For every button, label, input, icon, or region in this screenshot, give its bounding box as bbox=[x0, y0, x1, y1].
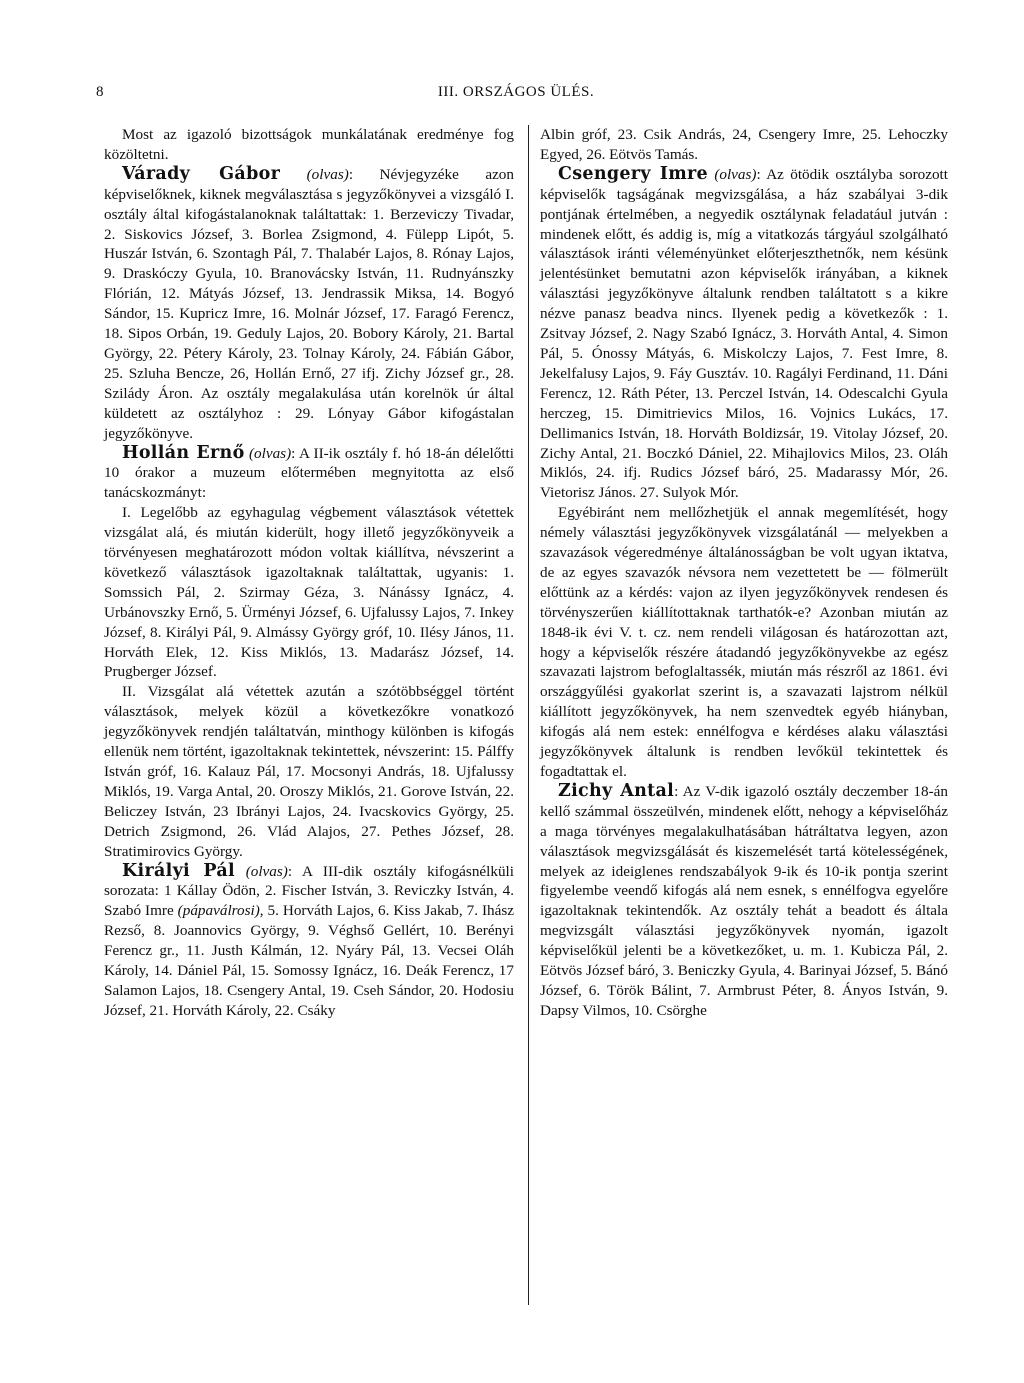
paragraph: Hollán Ernő (olvas): A II-ik osztály f. hó 18-án délelőtti 10 órakor a muzeum előtermében megnyitotta az első tanácskozmányt: bbox=[104, 442, 515, 502]
stage-direction: (olvas) bbox=[306, 165, 349, 183]
left-column bbox=[104, 125, 514, 1021]
stage-direction: (pápaválrosi) bbox=[177, 902, 260, 920]
paragraph: Zichy Antal: Az V-dik igazoló osztály deczember 18-án kellő számmal összeülvén, mindenek előtt, nehogy a képviselőház a maga törvényes megalakulhatásában hátráltatva legyen, azon választások megvizsgálását és kiszemelését tartá kötelességének, melyek az ideiglenes rendszabályok 9-ik és 10-ik pontja szerint figyelembe veendő kifogás alá nem esnek, s ennélfogva egyelőre igazoltaknak tekintendők. Az osztály tehát a beadott és általa megvizsgált választási jegyzőkönyvek nyomán, igazolt képviselőkül jelenti be a következőket, u. m. 1. Kubicza Pál, 2. Eötvös József báró, 3. Beniczky Gyula, 4. Barinyai József, 5. Bánó József, 6. Török Bálint, 7. Armbrust Péter, 8. Ányos István, 9. Dapsy Vilmos, 10. Csörghe bbox=[540, 780, 949, 1019]
speaker-name: Zichy Antal bbox=[558, 780, 675, 801]
column-divider bbox=[528, 125, 529, 1305]
paragraph: Albin gróf, 23. Csik András, 24, Csengery Imre, 25. Lehoczky Egyed, 26. Eötvös Tamás. bbox=[540, 126, 948, 163]
speaker-name: Királyi Pál bbox=[122, 860, 235, 881]
stage-direction: (olvas) bbox=[245, 862, 288, 880]
running-head: III. ORSZÁGOS ÜLÉS. bbox=[437, 84, 595, 100]
stage-direction: (olvas) bbox=[248, 444, 292, 462]
paragraph: Most az igazoló bizottságok munkálatának eredménye fog közöltetni. bbox=[104, 126, 514, 163]
right-column bbox=[540, 125, 948, 1021]
speaker-name: Várady Gábor bbox=[122, 163, 281, 184]
paragraph: Várady Gábor (olvas): Névjegyzéke azon képviselőknek, kiknek megválasztása s jegyzőkönyvei a vizsgáló I. osztály által kifogástalanoknak találtattak: 1. Berzeviczy Tivadar, 2. Siskovics József, 3. Borlea Zsigmond, 4. Fülepp Lipót, 5. Huszár István, 6. Szontagh Pál, 7. Thalabér Lajos, 8. Rónay Lajos, 9. Draskóczy Gyula, 10. Branovácsky István, 11. Rudnyánszky Flórián, 12. Mátyás József, 13. Jendrassik Miksa, 14. Bogyó Sándor, 15. Kupricz Imre, 16. Molnár József, 17. Faragó Ferencz, 18. Sipos Orbán, 19. Geduly Lajos, 20. Bobory Károly, 21. Bartal György, 22. Pétery Károly, 23. Tolnay Károly, 24. Fábián Gábor, 25. Szluha Bencze, 26, Hollán Ernő, 27 ifj. Zichy József gr., 28. Szilády Áron. Az osztály megalakulása után korelnök úr által küldetett az osztályhoz : 29. Lónyay Gábor kifogástalan jegyzőkönyve. bbox=[104, 163, 514, 442]
paragraph: Királyi Pál (olvas): A III-dik osztály kifogásnélküli sorozata: 1 Kállay Ödön, 2. Fischer István, 3. Reviczky István, 4. Szabó Imre (pápaválrosi), 5. Horváth Lajos, 6. Kiss Jakab, 7. Ihász Rezső, 8. Joannovics György, 9. Véghső Gellért, 10. Berényi Ferencz gr., 11. Justh Kálmán, 12. Nyáry Pál, 13. Vecsei Oláh Károly, 14. Dániel Pál, 15. Somossy Ignácz, 16. Deák Ferencz, 17 Salamon Lajos, 18. Csengery Antal, 19. Cseh Sándor, 20. Hodosiu József, 21. Horváth Károly, 22. Csáky bbox=[104, 860, 514, 1019]
stage-direction: (olvas) bbox=[714, 165, 757, 183]
speaker-name: Hollán Ernő bbox=[122, 442, 245, 463]
paragraph: Egyébiránt nem mellőzhetjük el annak megemlítését, hogy némely választási jegyzőkönyvek vizsgálatánál — melyekben a szavazások végeredménye általánosságban be volt ugyan iktatva, de az egyes szavazók névsora nem vezettetett be — fölmerült előttünk az a kérdés: vajon az ilyen jegyzőkönyvek rendesen és törvényszerűen kiállítottaknak tarthatók-e? Azonban miután az 1848-ik évi V. t. cz. nem rendeli világosan és határozottan azt, hogy a képviselők részére átadandó jegyzőkönyvekbe az egész szavazati lajstrom befoglaltassék, miután más részről az 1861. évi országgyűlési gyakorlat szerint is, a szavazati lajstrom nélkül kiállított jegyzőkönyvek, ha nem szenvedtek egyéb hiányban, kifogás alá nem estek: ennélfogva e kérdéses alaku választási jegyzőkönyvek általunk is rendben levőkül tekintettek és fogadtattak el. bbox=[540, 504, 948, 780]
speaker-name: Csengery Imre bbox=[558, 163, 708, 184]
paragraph: Csengery Imre (olvas): Az ötödik osztályba sorozott képviselők tagságának megvizsgálása, a ház szabályai 3-dik pontjának értelmében, a negyedik osztálynak feladatául jutván : mindenek előtt, és addig is, míg a vitatkozás tárgyául szolgálható választások iránti véleményünket előterjeszthetnők, nem késünk jelentésünket bemutatni azon képviselők irányában, a kiknek választási jegyzőkönyve általunk rendben találtatott s a kikre nézve panasz beadva nincs. Ilyenek pedig a következők : 1. Zsitvay József, 2. Nagy Szabó Ignácz, 3. Horváth Antal, 4. Simon Pál, 5. Ónossy Mátyás, 6. Miskolczy Lajos, 7. Fest Imre, 8. Jekelfalusy Lajos, 9. Fáy Gusztáv. 10. Ragályi Ferdinand, 11. Dáni Ferencz, 12. Ráth Péter, 13. Perczel István, 14. Odescalchi Gyula herczeg, 15. Dimitrievics Milos, 16. Vojnics Lukács, 17. Dellimanics István, 18. Horváth Boldizsár, 19. Vitolay József, 20. Zichy Antal, 21. Boczkó Dániel, 22. Mihajlovics Milos, 23. Oláh Miklós, 24. ifj. Rudics József báró, 25. Madarassy Mór, 26. Vietorisz János. 27. Sulyok Mór. bbox=[540, 163, 948, 502]
page-header bbox=[96, 84, 936, 106]
paragraph: II. Vizsgálat alá vétettek azután a szótöbbséggel történt választások, melyek közül a következőkre vonatkozó jegyzőkönyvek rendjén találtatván, minthogy különben is kifogás ellenük nem történt, igazoltaknak tekintettek, névszerint: 15. Pálffy István gróf, 16. Kalauz Pál, 17. Mocsonyi András, 18. Ujfalussy Miklós, 19. Varga Antal, 20. Oroszy Miklós, 21. Gorove István, 22. Beliczey István, 23 Ibrányi Lajos, 24. Ivacskovics György, 25. Detrich Zsigmond, 26. Vlád Alajos, 27. Pethes József, 28. Stratimirovics György. bbox=[104, 683, 514, 860]
paragraph: I. Legelőbb az egyhagulag végbement választások vétettek vizsgálat alá, és miután kiderült, hogy illető jegyzőkönyveik a törvényesen meghatározott módon voltak kiállítva, névszerint a következő választások igazoltaknak találtattak, ugyanis: 1. Somssich Pál, 2. Szirmay Géza, 3. Nánássy Ignácz, 4. Urbánovszky Ernő, 5. Ürményi József, 6. Ujfalussy Lajos, 7. Inkey József, 8. Királyi Pál, 9. Almássy György gróf, 10. Ilésy János, 11. Horváth Elek, 12. Kiss Miklós, 13. Madarász József, 14. Prugberger József. bbox=[104, 504, 514, 681]
page-number: 8 bbox=[96, 84, 104, 100]
